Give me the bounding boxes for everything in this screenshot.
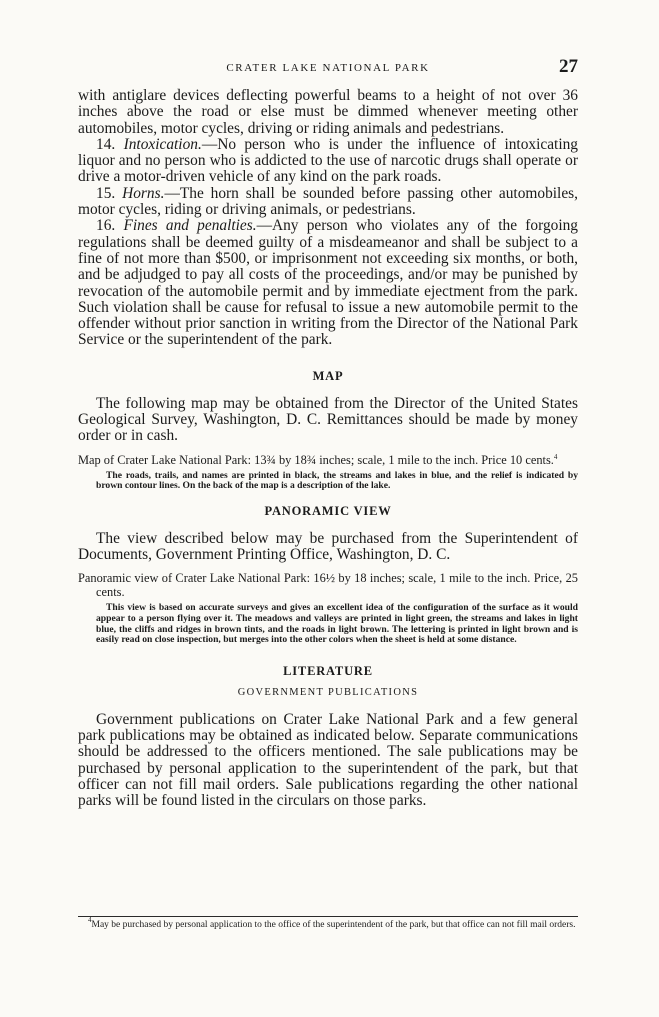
page-body [78, 88, 578, 810]
map-footnote-mark: 4 [553, 452, 558, 461]
government-publications-subheading: GOVERNMENT PUBLICATIONS [237, 686, 419, 698]
regulation-15-text: —The horn shall be sounded before passing other automobiles, motor cycles, riding or driving animals, or pedestrians. [78, 184, 578, 219]
panoramic-heading: PANORAMIC VIEW [264, 503, 392, 518]
page-number: 27 [559, 56, 578, 77]
regulation-16-number: 16. [96, 217, 116, 235]
regulation-15-number: 15. [96, 184, 116, 202]
panoramic-note: This view is based on accurate surveys and gives an excellent idea of the configuration of the surface as it would appear to a person flying over it. The meadows and valleys are printed in light green, the streams and lakes in light blue, the cliffs and ridges in brown tints, and the roads in light brown. The lettering is printed in light brown and is easily read on close inspection, but merges into the other colors when the sheet is held at some distance. [96, 602, 578, 646]
literature-heading: LITERATURE [283, 663, 373, 678]
map-entry-text: Map of Crater Lake National Park: 13¾ by 18¾ inches; scale, 1 mile to the inch. Price 10 cents. [78, 452, 554, 467]
literature-text: Government publications on Crater Lake National Park and a few general park publications may be obtained as indicated below. Separate communications should be addressed to the officers mentioned. The sale publications may be purchased by personal application to the superintendent of the park, but that officer can not fill mail orders. Sale publications regarding the other national parks will be found listed in the circulars on those parks. [78, 710, 578, 810]
panoramic-intro: The view described below may be purchased from the Superintendent of Documents, Government Printing Office, Washington, D. C. [78, 529, 578, 564]
map-intro: The following map may be obtained from the Director of the United States Geological Survey, Washington, D. C. Remittances should be made by money order or in cash. [78, 394, 578, 445]
regulation-16 [78, 218, 578, 348]
regulation-15 [78, 186, 578, 219]
regulation-continuation: with antiglare devices deflecting powerful beams to a height of not over 36 inches above the road or else must be dimmed whenever meeting other automobiles, motor cycles, driving or riding animals and pedestrians. [78, 87, 578, 137]
regulation-14-text: —No person who is under the influence of intoxicating liquor and no person who is addicted to the use of narcotic drugs shall operate or drive a motor-driven vehicle of any kind on the park roads. [78, 135, 578, 186]
footnote-divider [78, 916, 578, 917]
map-note: The roads, trails, and names are printed in black, the streams and lakes in blue, and the relief is indicated by brown contour lines. On the back of the map is a description of the lake. [96, 469, 578, 492]
footnote-text: May be purchased by personal application to the office of the superintendent of the park, but that office can not fill mail orders. [91, 920, 576, 930]
regulation-15-title: Horns. [122, 184, 165, 202]
panoramic-entry: Panoramic view of Crater Lake National Park: 16½ by 18 inches; scale, 1 mile to the inch. Price, 25 cents. [78, 571, 578, 600]
regulation-16-title: Fines and penalties. [123, 217, 257, 235]
regulation-14-number: 14. [96, 135, 116, 153]
footnote-mark: 4 [88, 916, 92, 924]
page-header [78, 58, 578, 80]
regulation-14 [78, 137, 578, 186]
map-heading: MAP [312, 368, 344, 383]
regulation-16-text: —Any person who violates any of the forgoing regulations shall be deemed guilty of a misdeameanor and shall be subject to a fine of not more than $500, or imprisonment not exceeding six months, or both, and be adjudged to pay all costs of the proceedings, and/or may be punished by revocation of the automobile permit and by immediate ejectment from the park. Such violation shall be cause for refusal to issue a new automobile permit to the offender without prior sanction in writing from the Director of the National Park Service or the superintendent of the park. [78, 217, 578, 349]
map-entry [78, 453, 578, 467]
regulation-14-title: Intoxication. [123, 135, 202, 153]
running-head: CRATER LAKE NATIONAL PARK [226, 62, 430, 74]
footnote [78, 916, 578, 931]
